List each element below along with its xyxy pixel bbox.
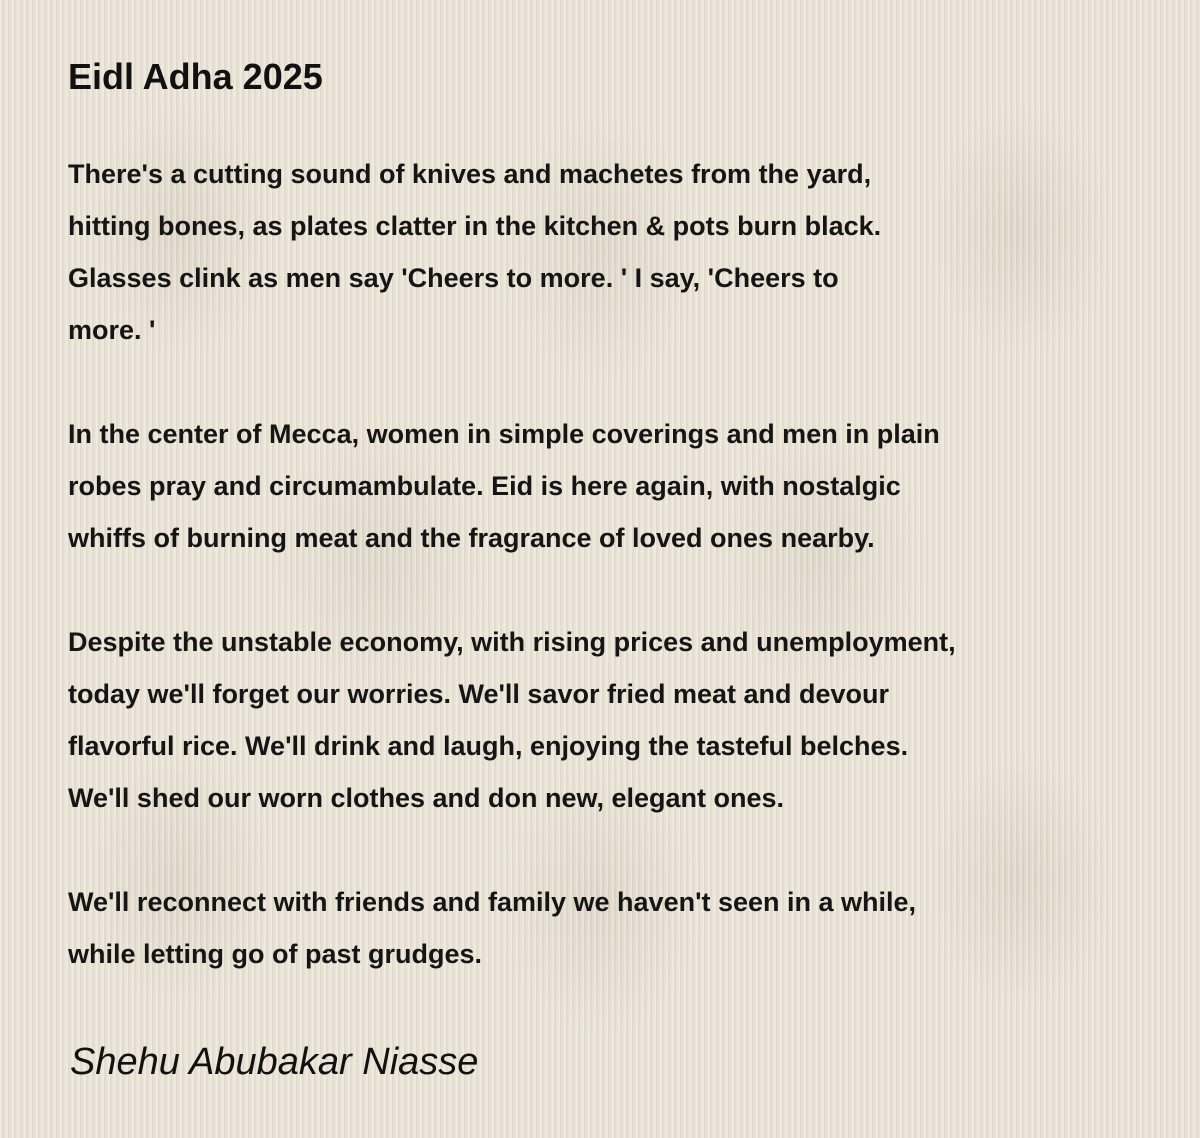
poem-body xyxy=(68,148,1178,980)
stanza-4 xyxy=(68,876,1178,980)
poem-line: In the center of Mecca, women in simple coverings and men in plain xyxy=(68,419,940,449)
poem-line: whiffs of burning meat and the fragrance of loved ones nearby. xyxy=(68,523,875,553)
poem-line: flavorful rice. We'll drink and laugh, enjoying the tasteful belches. xyxy=(68,731,909,761)
poem-line: Glasses clink as men say 'Cheers to more. ' I say, 'Cheers to xyxy=(68,263,839,293)
stanza-3 xyxy=(68,616,1178,824)
poem-author: Shehu Abubakar Niasse xyxy=(70,1041,479,1083)
poem-line: today we'll forget our worries. We'll savor fried meat and devour xyxy=(68,679,890,709)
poem-line: We'll reconnect with friends and family we haven't seen in a while, xyxy=(68,887,917,917)
stanza-2 xyxy=(68,408,1178,564)
poem-line: Despite the unstable economy, with rising prices and unemployment, xyxy=(68,627,956,657)
poem-line: There's a cutting sound of knives and machetes from the yard, xyxy=(68,159,872,189)
stanza-1 xyxy=(68,148,1178,356)
poem-title: Eidl Adha 2025 xyxy=(68,56,323,97)
poem-line: more. ' xyxy=(68,315,156,345)
poem-card xyxy=(68,52,1178,1032)
poem-line: hitting bones, as plates clatter in the kitchen & pots burn black. xyxy=(68,211,882,241)
poem-line: while letting go of past grudges. xyxy=(68,939,483,969)
poem-line: We'll shed our worn clothes and don new, elegant ones. xyxy=(68,783,785,813)
poem-line: robes pray and circumambulate. Eid is here again, with nostalgic xyxy=(68,471,901,501)
